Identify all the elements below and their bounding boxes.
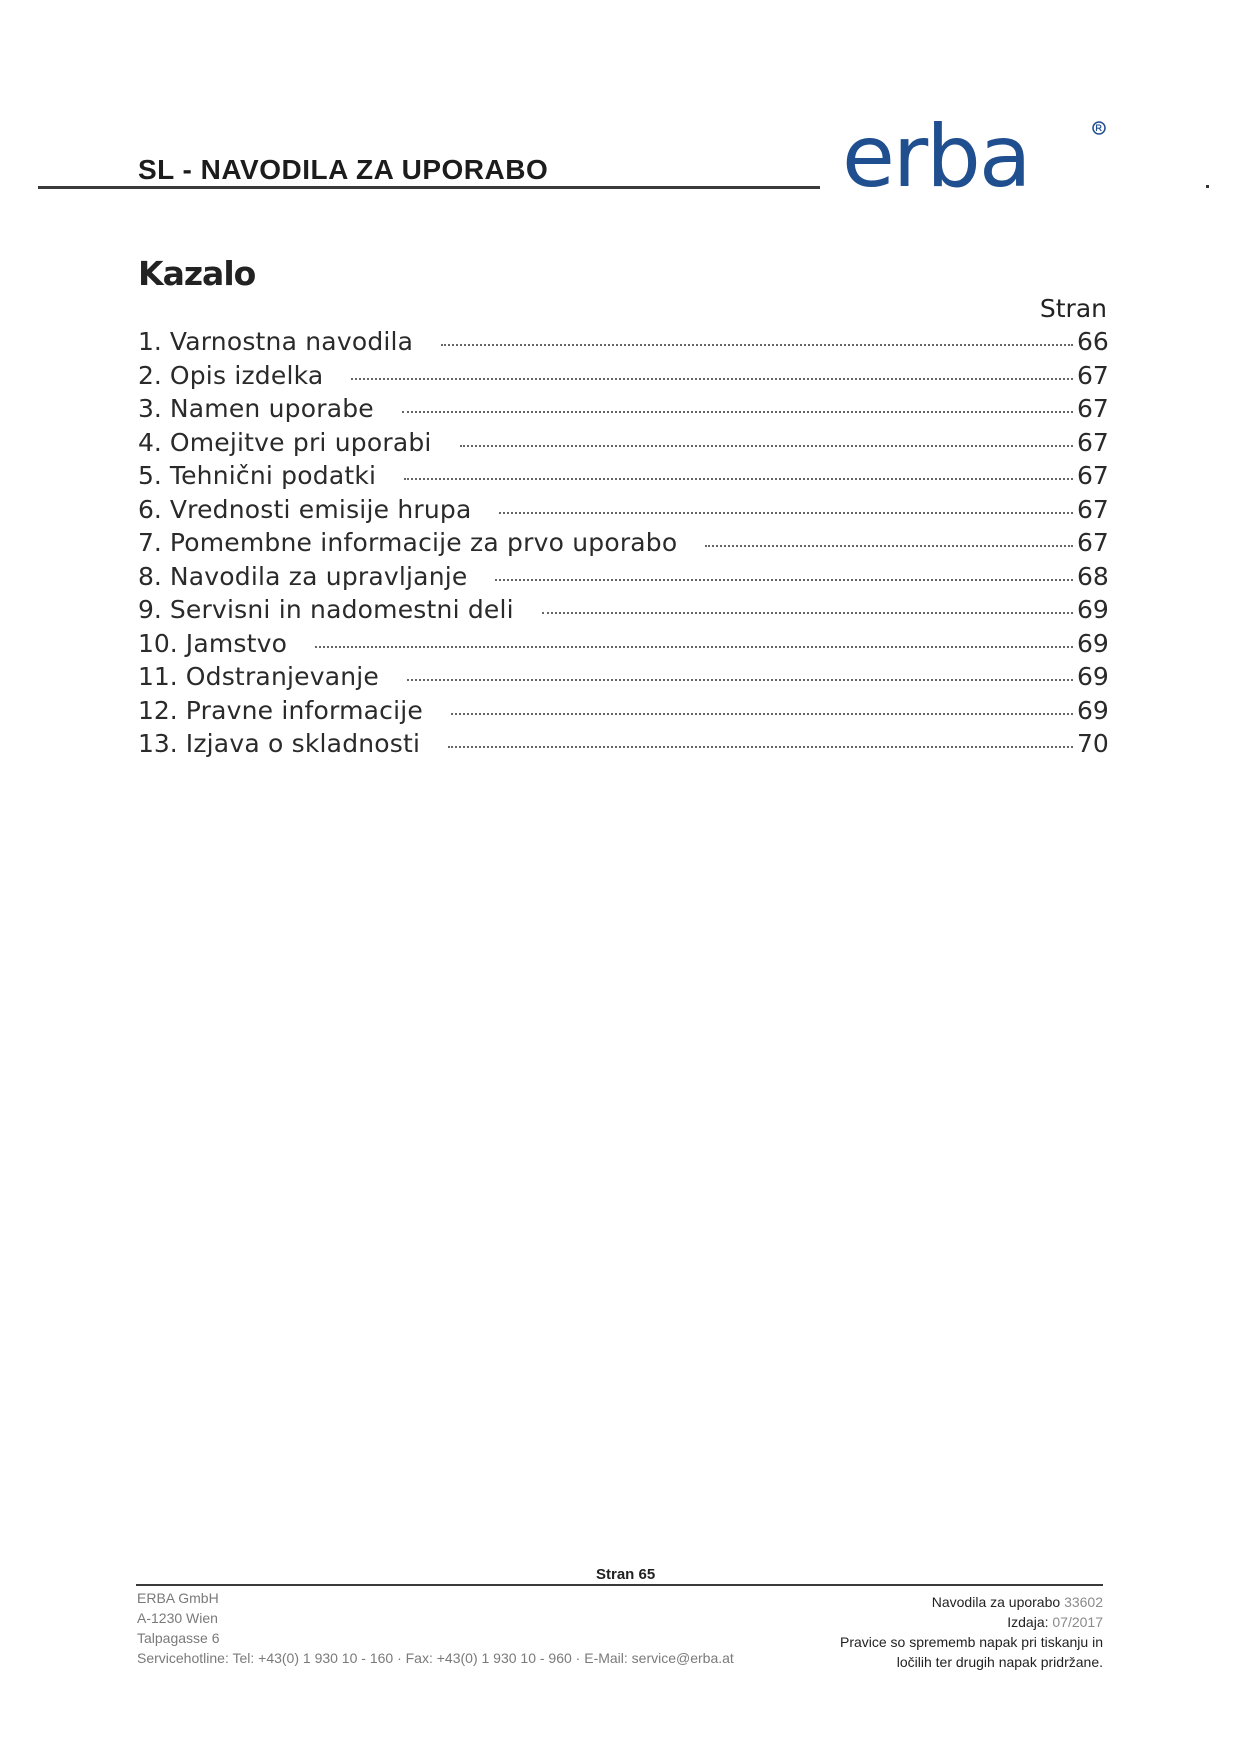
toc-dot-leader (495, 579, 1073, 581)
disclaimer-line-2: ločilih ter drugih napak pridržane. (896, 1654, 1103, 1670)
company-name: ERBA GmbH (137, 1590, 219, 1606)
edition-value: 07/2017 (1052, 1614, 1103, 1630)
toc-entry-number: 13. (138, 729, 178, 758)
toc-entry (138, 361, 1107, 395)
toc-entry-number: 9. (138, 595, 162, 624)
toc-dot-leader (499, 512, 1073, 514)
toc-entry-number: 1. (138, 327, 162, 356)
toc-dot-leader (542, 612, 1073, 614)
toc-entry-page: 69 (1077, 695, 1109, 725)
toc-entry (138, 662, 1107, 696)
toc-entry (138, 696, 1107, 730)
toc-entry (138, 562, 1107, 596)
toc-entry-number: 3. (138, 394, 162, 423)
toc-entry-number: 7. (138, 528, 162, 557)
disclaimer-line-1: Pravice so sprememb napak pri tiskanju in (839, 1634, 1103, 1650)
toc-dot-leader (451, 713, 1073, 715)
table-of-contents (138, 327, 1107, 763)
toc-entry (138, 729, 1107, 763)
toc-entry-number: 11. (138, 662, 178, 691)
toc-entry-title: Odstranjevanje (185, 662, 379, 691)
toc-dot-leader (448, 746, 1073, 748)
toc-entry-number: 8. (138, 561, 162, 591)
toc-entry-page: 67 (1077, 394, 1109, 423)
manual-number: 33602 (1064, 1594, 1103, 1610)
toc-entry (138, 495, 1107, 529)
brand-wordmark: erba (842, 118, 1030, 198)
toc-entry-page: 70 (1077, 729, 1109, 758)
toc-entry-title: Servisni in nadomestni deli (169, 595, 514, 624)
toc-dot-leader (705, 545, 1073, 547)
edition-label: Izdaja: (1007, 1614, 1049, 1630)
stray-mark (1206, 185, 1209, 188)
manual-label: Navodila za uporabo (931, 1594, 1061, 1610)
toc-entry-title: Pravne informacije (185, 695, 423, 725)
toc-entry-title: Varnostna navodila (169, 327, 414, 356)
footer-manual-info (840, 1592, 1103, 1672)
toc-entry-title: Vrednosti emisije hrupa (169, 494, 472, 524)
toc-entry-title: Tehnični podatki (169, 461, 377, 490)
toc-dot-leader (315, 646, 1073, 648)
page-column-label: Stran (1039, 294, 1107, 323)
toc-dot-leader (351, 378, 1073, 380)
toc-entry-number: 6. (138, 494, 162, 524)
toc-entry-page: 69 (1077, 662, 1109, 691)
toc-entry-page: 69 (1077, 628, 1109, 658)
toc-entry (138, 428, 1107, 462)
toc-entry-page: 67 (1077, 494, 1109, 524)
toc-entry-page: 67 (1077, 360, 1109, 390)
toc-entry-title: Omejitve pri uporabi (169, 427, 432, 457)
toc-entry-title: Jamstvo (185, 628, 288, 658)
toc-entry-page: 67 (1077, 461, 1109, 490)
toc-entry-title: Opis izdelka (169, 360, 324, 390)
toc-heading: Kazalo (138, 254, 256, 293)
toc-entry-page: 67 (1077, 427, 1109, 457)
toc-entry-number: 4. (138, 427, 162, 457)
toc-entry-number: 2. (138, 360, 162, 390)
toc-entry-page: 66 (1077, 327, 1109, 356)
toc-entry-title: Pomembne informacije za prvo uporabo (169, 528, 678, 557)
toc-dot-leader (402, 411, 1073, 413)
toc-entry-title: Izjava o skladnosti (185, 729, 421, 758)
toc-entry-title: Navodila za upravljanje (169, 561, 468, 591)
toc-entry (138, 595, 1107, 629)
toc-entry (138, 394, 1107, 428)
erba-logo (842, 118, 1110, 198)
toc-entry (138, 327, 1107, 361)
footer-page-number: Stran 65 (596, 1566, 656, 1583)
edition-line (840, 1612, 1103, 1632)
toc-entry-number: 12. (138, 695, 178, 725)
toc-entry-page: 69 (1077, 595, 1109, 624)
company-street: Talpagasse 6 (137, 1630, 220, 1646)
footer-company-info (137, 1588, 734, 1668)
toc-dot-leader (404, 478, 1073, 480)
toc-dot-leader (441, 344, 1073, 346)
toc-entry (138, 528, 1107, 562)
manual-line (840, 1592, 1103, 1612)
company-contact: Servicehotline: Tel: +43(0) 1 930 10 - 160 · Fax: +43(0) 1 930 10 - 960 · E-Mail: service@erba.at (137, 1650, 734, 1666)
toc-dot-leader (460, 445, 1073, 447)
toc-dot-leader (407, 679, 1073, 681)
toc-entry-page: 67 (1077, 528, 1109, 557)
toc-entry (138, 461, 1107, 495)
toc-entry (138, 629, 1107, 663)
header-divider (38, 186, 820, 189)
footer-divider (136, 1584, 1103, 1586)
company-city: A-1230 Wien (137, 1610, 218, 1626)
toc-entry-number: 10. (138, 628, 178, 658)
document-title: SL - NAVODILA ZA UPORABO (138, 154, 549, 185)
toc-entry-title: Namen uporabe (169, 394, 374, 423)
toc-entry-number: 5. (138, 461, 162, 490)
toc-entry-page: 68 (1077, 561, 1109, 591)
